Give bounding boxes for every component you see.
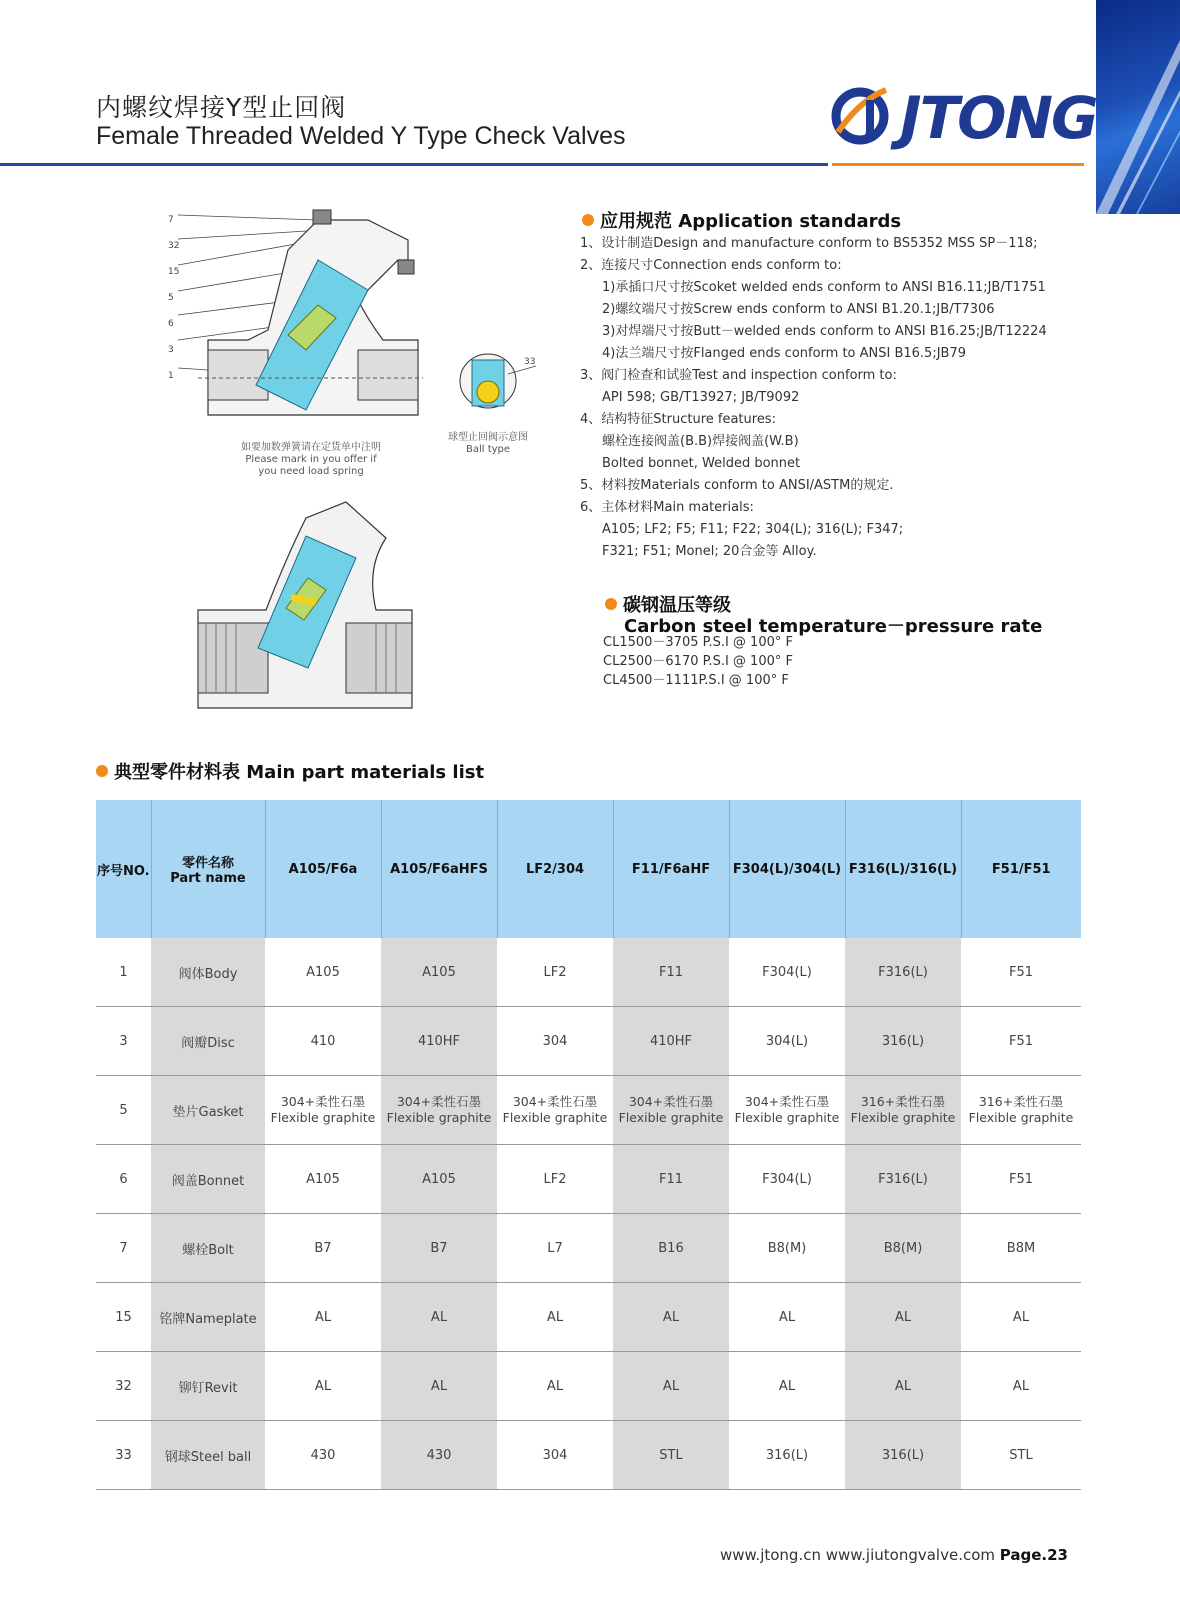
materials-title: 典型零件材料表 Main part materials list <box>96 758 484 784</box>
application-standards-list <box>580 233 1047 563</box>
cell-part-name: 铆钉Revit <box>151 1352 265 1421</box>
table-row <box>96 1283 1081 1352</box>
cell-material-line: Flexible graphite <box>386 1110 492 1125</box>
cell-material: A105 <box>381 938 497 1007</box>
cell-material-line: Flexible graphite <box>734 1110 840 1125</box>
cell-material: 316(L) <box>845 1421 961 1490</box>
cell-part-name: 阀瓣Disc <box>151 1007 265 1076</box>
cell-material: AL <box>381 1283 497 1352</box>
cell-material: L7 <box>497 1214 613 1283</box>
cell-material: LF2 <box>497 1145 613 1214</box>
header-col: LF2/304 <box>497 800 613 938</box>
cell-material: A105 <box>381 1145 497 1214</box>
header-part-name: 零件名称 Part name <box>151 800 265 938</box>
cell-material <box>381 1076 497 1145</box>
cell-part-name: 阀盖Bonnet <box>151 1145 265 1214</box>
std-line: 螺栓连接阀盖(B.B)焊接阀盖(W.B) <box>602 434 799 449</box>
callout-5: 5 <box>168 293 174 303</box>
cell-material: A105 <box>265 938 381 1007</box>
cell-material-line: Flexible graphite <box>618 1110 724 1125</box>
callout-32: 32 <box>168 241 180 251</box>
std-line: 1、设计制造Design and manufacture conform to BS5352 MSS SP－118; <box>580 236 1038 251</box>
cell-material: 430 <box>381 1421 497 1490</box>
valve-3d-illustration <box>196 498 416 718</box>
cell-material: B16 <box>613 1214 729 1283</box>
cell-no: 32 <box>96 1352 151 1421</box>
cell-material-line: 304+柔性石墨 <box>744 1094 830 1109</box>
cell-no: 6 <box>96 1145 151 1214</box>
header-col: A105/F6aHFS <box>381 800 497 938</box>
std-line: 4)法兰端尺寸按Flanged ends conform to ANSI B16.5;JB79 <box>602 346 967 361</box>
cell-material: 410HF <box>381 1007 497 1076</box>
jtong-logo-mark <box>830 80 892 154</box>
cell-material <box>729 1076 845 1145</box>
cell-material: AL <box>265 1352 381 1421</box>
header-rule-blue <box>0 163 828 166</box>
cell-material <box>613 1076 729 1145</box>
cell-part-name: 钢球Steel ball <box>151 1421 265 1490</box>
cell-material-line: 316+柔性石墨 <box>978 1094 1064 1109</box>
cell-material: F316(L) <box>845 938 961 1007</box>
cell-material: AL <box>729 1283 845 1352</box>
cell-no: 1 <box>96 938 151 1007</box>
callout-33: 33 <box>524 357 536 367</box>
valve-section-diagram <box>168 200 448 444</box>
header-col: F51/F51 <box>961 800 1081 938</box>
cell-part-name: 螺栓Bolt <box>151 1214 265 1283</box>
table-row <box>96 1076 1081 1145</box>
pressure-rate-title-cn: 碳钢温压等级 <box>605 591 731 617</box>
cell-material: F51 <box>961 938 1081 1007</box>
cell-material <box>497 1076 613 1145</box>
cell-material: AL <box>961 1352 1081 1421</box>
cell-part-name: 阀体Body <box>151 938 265 1007</box>
callout-6: 6 <box>168 319 174 329</box>
std-line: 3)对焊端尺寸按Butt－welded ends conform to ANSI B16.25;JB/T12224 <box>602 324 1047 339</box>
cell-material <box>845 1076 961 1145</box>
cell-part-name: 垫片Gasket <box>151 1076 265 1145</box>
std-line: 3、阀门检查和试验Test and inspection conform to: <box>580 368 897 383</box>
cell-material: F11 <box>613 1145 729 1214</box>
cell-material-line: Flexible graphite <box>968 1110 1074 1125</box>
table-row <box>96 1007 1081 1076</box>
std-line: API 598; GB/T13927; JB/T9092 <box>602 390 800 405</box>
header-col: F304(L)/304(L) <box>729 800 845 938</box>
cell-material: B8M <box>961 1214 1081 1283</box>
callout-15: 15 <box>168 267 180 277</box>
cell-material: LF2 <box>497 938 613 1007</box>
cell-material: AL <box>265 1283 381 1352</box>
std-line: 5、材料按Materials conform to ANSI/ASTM的规定. <box>580 478 894 493</box>
std-line: A105; LF2; F5; F11; F22; 304(L); 316(L); F347; <box>602 522 904 537</box>
page-footer <box>720 1546 1068 1564</box>
cell-material-line: Flexible graphite <box>850 1110 956 1125</box>
table-header-row <box>96 800 1081 938</box>
cell-material: AL <box>845 1352 961 1421</box>
application-standards-title: 应用规范 Application standards <box>582 207 901 233</box>
spring-caption: 如要加数弹簧请在定货单中注明 Please mark in you offer if you need load spring <box>241 442 381 477</box>
cell-material: 304(L) <box>729 1007 845 1076</box>
cell-material: AL <box>497 1283 613 1352</box>
cell-material-line: 304+柔性石墨 <box>396 1094 482 1109</box>
cell-material: B7 <box>265 1214 381 1283</box>
table-row <box>96 1352 1081 1421</box>
footer-urls: www.jtong.cn www.jiutongvalve.com <box>720 1546 996 1564</box>
cell-material: STL <box>613 1421 729 1490</box>
bullet-dot <box>96 765 108 777</box>
header-col: F316(L)/316(L) <box>845 800 961 938</box>
cell-material: 410 <box>265 1007 381 1076</box>
cell-material: F51 <box>961 1007 1081 1076</box>
pressure-rate-title-en: Carbon steel temperature－pressure rate <box>624 616 1043 637</box>
header-no: 序号NO. <box>96 800 151 938</box>
cell-material-line: 304+柔性石墨 <box>280 1094 366 1109</box>
cell-material: F316(L) <box>845 1145 961 1214</box>
cell-material: 410HF <box>613 1007 729 1076</box>
cell-part-name: 铭牌Nameplate <box>151 1283 265 1352</box>
cell-material-line: 304+柔性石墨 <box>512 1094 598 1109</box>
cell-no: 7 <box>96 1214 151 1283</box>
cell-material: F304(L) <box>729 1145 845 1214</box>
cell-material: 304 <box>497 1421 613 1490</box>
header-col: F11/F6aHF <box>613 800 729 938</box>
std-line: F321; F51; Monel; 20合金等 Alloy. <box>602 544 817 559</box>
cell-material: AL <box>961 1283 1081 1352</box>
cell-material: 430 <box>265 1421 381 1490</box>
rate-line: CL2500－6170 P.S.I @ 100° F <box>603 654 793 669</box>
cell-material: AL <box>381 1352 497 1421</box>
cell-material <box>265 1076 381 1145</box>
ball-caption: 球型止回阀示意图 Ball type <box>448 432 528 455</box>
rate-line: CL1500－3705 P.S.I @ 100° F <box>603 635 793 650</box>
page-number: Page.23 <box>999 1546 1068 1564</box>
table-row <box>96 1214 1081 1283</box>
cell-material <box>961 1076 1081 1145</box>
std-line: 1)承插口尺寸按Scoket welded ends conform to ANSI B16.11;JB/T1751 <box>602 280 1046 295</box>
corner-decoration <box>1096 0 1180 214</box>
page-title-en: Female Threaded Welded Y Type Check Valves <box>96 122 626 150</box>
cell-material: F11 <box>613 938 729 1007</box>
cell-material: AL <box>729 1352 845 1421</box>
page-title-cn: 内螺纹焊接Y型止回阀 <box>96 93 347 122</box>
cell-material: B8(M) <box>729 1214 845 1283</box>
std-line: 6、主体材料Main materials: <box>580 500 754 515</box>
cell-material: AL <box>613 1352 729 1421</box>
cell-material: B7 <box>381 1214 497 1283</box>
table-row <box>96 1421 1081 1490</box>
cell-material: AL <box>613 1283 729 1352</box>
cell-no: 5 <box>96 1076 151 1145</box>
callout-labels <box>168 207 188 389</box>
cell-material: F304(L) <box>729 938 845 1007</box>
cell-material-line: 304+柔性石墨 <box>628 1094 714 1109</box>
cell-material: A105 <box>265 1145 381 1214</box>
header-col: A105/F6a <box>265 800 381 938</box>
callout-3: 3 <box>168 345 174 355</box>
cell-material: 304 <box>497 1007 613 1076</box>
cell-material: 316(L) <box>729 1421 845 1490</box>
callout-1: 1 <box>168 371 174 381</box>
pressure-rate-list <box>603 633 793 690</box>
std-line: 4、结构特征Structure features: <box>580 412 776 427</box>
bullet-dot <box>605 598 617 610</box>
cell-no: 33 <box>96 1421 151 1490</box>
rate-line: CL4500－1111P.S.I @ 100° F <box>603 673 789 688</box>
table-row <box>96 938 1081 1007</box>
cell-material: STL <box>961 1421 1081 1490</box>
std-line: Bolted bonnet, Welded bonnet <box>602 456 801 471</box>
cell-material-line: Flexible graphite <box>502 1110 608 1125</box>
bullet-dot <box>582 214 594 226</box>
cell-no: 3 <box>96 1007 151 1076</box>
cell-material: AL <box>845 1283 961 1352</box>
std-line: 2)螺纹端尺寸按Screw ends conform to ANSI B1.20.1;JB/T7306 <box>602 302 995 317</box>
cell-material: 316(L) <box>845 1007 961 1076</box>
materials-table <box>96 800 1081 1490</box>
header-rule-orange <box>832 163 1084 166</box>
std-line: 2、连接尺寸Connection ends conform to: <box>580 258 842 273</box>
logo-text: JTONG <box>900 84 1097 152</box>
callout-7: 7 <box>168 215 174 225</box>
cell-material: F51 <box>961 1145 1081 1214</box>
cell-material-line: 316+柔性石墨 <box>860 1094 946 1109</box>
table-row <box>96 1145 1081 1214</box>
cell-material-line: Flexible graphite <box>270 1110 376 1125</box>
cell-material: B8(M) <box>845 1214 961 1283</box>
cell-material: AL <box>497 1352 613 1421</box>
cell-no: 15 <box>96 1283 151 1352</box>
